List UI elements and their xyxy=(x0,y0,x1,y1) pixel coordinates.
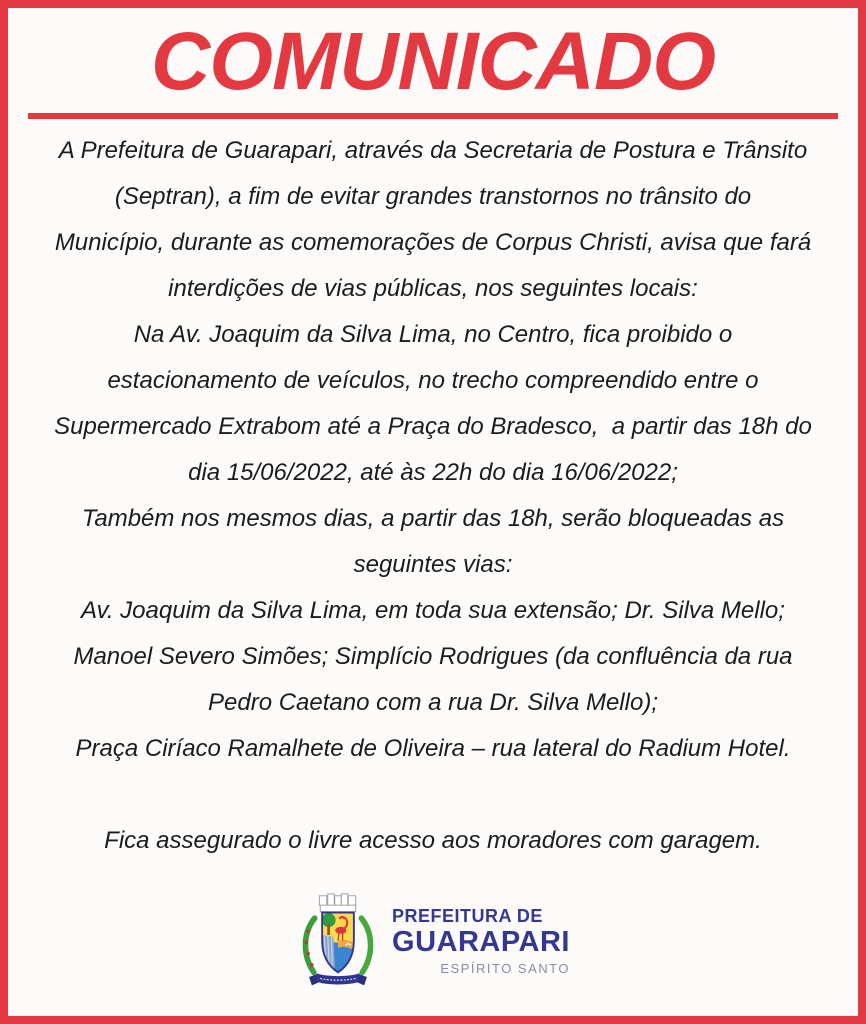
wordmark-line-prefeitura: PREFEITURA DE xyxy=(392,906,543,927)
body-line: Na Av. Joaquim da Silva Lima, no Centro, fica proibido o xyxy=(133,320,733,348)
body-line: (Septran), a fim de evitar grandes transtornos no trânsito do xyxy=(114,182,752,210)
body-line: Município, durante as comemorações de Corpus Christi, avisa que fará xyxy=(54,228,812,256)
title-divider xyxy=(28,113,838,119)
body-line: estacionamento de veículos, no trecho compreendido entre o xyxy=(107,366,759,394)
body-line: interdições de vias públicas, nos seguintes locais: xyxy=(168,274,698,302)
body-line: Manoel Severo Simões; Simplício Rodrigues (da confluência da rua xyxy=(73,642,793,670)
body-line: Também nos mesmos dias, a partir das 18h, serão bloqueadas as xyxy=(81,504,785,532)
body-line: seguintes vias: xyxy=(353,550,513,578)
body-line: Praça Ciríaco Ramalhete de Oliveira – rua lateral do Radium Hotel. xyxy=(75,734,791,762)
body-line: Av. Joaquim da Silva Lima, em toda sua extensão; Dr. Silva Mello; xyxy=(81,596,785,624)
notice-title: COMUNICADO xyxy=(151,16,715,107)
city-wordmark xyxy=(392,907,570,975)
city-crest-icon xyxy=(296,888,380,996)
body-line: Pedro Caetano com a rua Dr. Silva Mello); xyxy=(208,688,658,716)
body-line: Supermercado Extrabom até a Praça do Bradesco, a partir das 18h do xyxy=(54,412,812,440)
notice-body xyxy=(8,128,858,864)
wordmark-line-espirito-santo: ESPÍRITO SANTO xyxy=(440,960,570,976)
wordmark-line-guarapari: GUARAPARI xyxy=(392,926,570,959)
paragraph-gap xyxy=(8,772,858,818)
body-line: A Prefeitura de Guarapari, através da Secretaria de Postura e Trânsito xyxy=(58,136,808,164)
mural-crown-icon xyxy=(319,893,355,911)
city-logo xyxy=(8,888,858,996)
closing-line: Fica assegurado o livre acesso aos moradores com garagem. xyxy=(104,826,762,854)
body-line: dia 15/06/2022, até às 22h do dia 16/06/2022; xyxy=(188,458,678,486)
